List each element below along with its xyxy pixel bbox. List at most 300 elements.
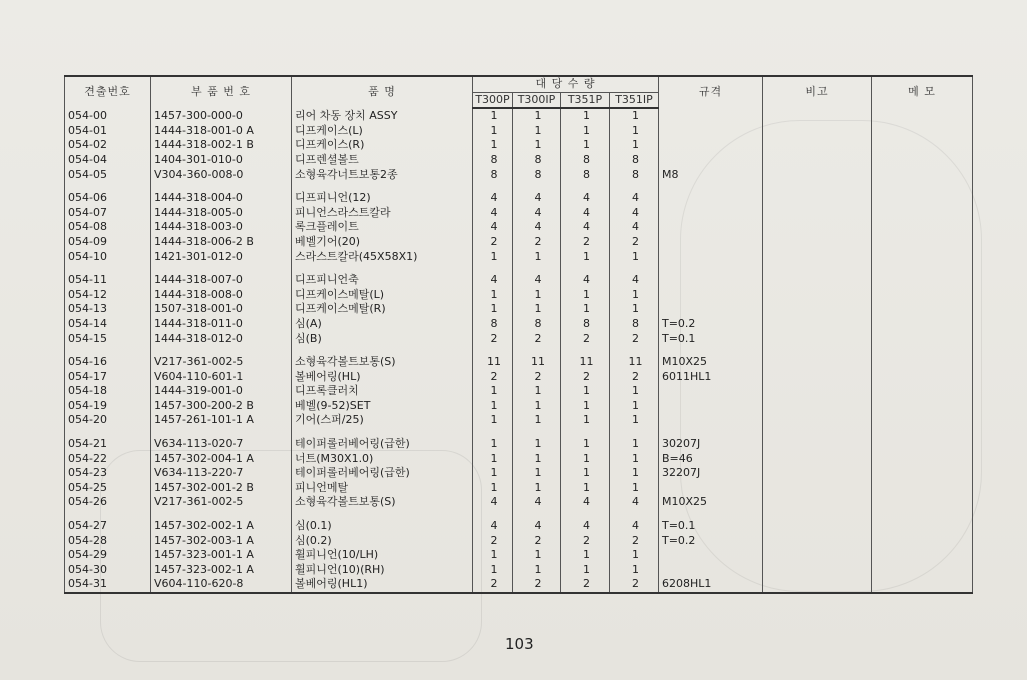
part-no-cell: 1421-301-012-0 — [151, 250, 292, 265]
ref-no-cell: 054-30 — [65, 563, 151, 578]
part-no-cell: 1457-300-000-0 — [151, 108, 292, 124]
part-name-cell: 피니언메탈 — [292, 481, 473, 496]
group-spacer — [65, 346, 973, 355]
ref-no-cell: 054-27 — [65, 519, 151, 534]
qty-t351ip-cell: 2 — [610, 370, 659, 385]
qty-t351ip-cell: 11 — [610, 355, 659, 370]
table-row — [65, 437, 973, 452]
qty-t300ip-cell: 1 — [513, 302, 561, 317]
qty-t300p-cell: 2 — [473, 577, 513, 593]
qty-t300ip-cell: 1 — [513, 399, 561, 414]
group-spacer — [65, 182, 973, 191]
memo-cell — [872, 452, 973, 467]
spec-cell: T=0.2 — [659, 317, 763, 332]
qty-t351p-cell: 1 — [561, 548, 610, 563]
qty-t300ip-cell: 2 — [513, 577, 561, 593]
part-no-cell: 1457-302-004-1 A — [151, 452, 292, 467]
qty-t351ip-cell: 2 — [610, 235, 659, 250]
ref-no-cell: 054-02 — [65, 138, 151, 153]
qty-t300p-cell: 1 — [473, 108, 513, 124]
qty-t300ip-cell: 1 — [513, 452, 561, 467]
memo-cell — [872, 563, 973, 578]
header-qty-group: 대 당 수 량 — [473, 76, 659, 92]
qty-t351p-cell: 1 — [561, 466, 610, 481]
spec-cell — [659, 220, 763, 235]
spec-cell — [659, 288, 763, 303]
remark-cell — [763, 138, 872, 153]
group-spacer — [65, 264, 973, 273]
remark-cell — [763, 273, 872, 288]
memo-cell — [872, 332, 973, 347]
qty-t351p-cell: 1 — [561, 250, 610, 265]
qty-t351ip-cell: 8 — [610, 317, 659, 332]
spec-cell — [659, 413, 763, 428]
remark-cell — [763, 466, 872, 481]
spec-cell: T=0.2 — [659, 534, 763, 549]
table-row — [65, 206, 973, 221]
part-name-cell: 베벨(9-52)SET — [292, 399, 473, 414]
qty-t351p-cell: 8 — [561, 168, 610, 183]
memo-cell — [872, 466, 973, 481]
ref-no-cell: 054-01 — [65, 124, 151, 139]
part-no-cell: 1444-318-006-2 B — [151, 235, 292, 250]
qty-t351ip-cell: 8 — [610, 168, 659, 183]
part-no-cell: 1507-318-001-0 — [151, 302, 292, 317]
qty-t300ip-cell: 2 — [513, 370, 561, 385]
part-no-cell: V217-361-002-5 — [151, 495, 292, 510]
qty-t351p-cell: 1 — [561, 481, 610, 496]
ref-no-cell: 054-17 — [65, 370, 151, 385]
part-no-cell: V634-113-020-7 — [151, 437, 292, 452]
remark-cell — [763, 548, 872, 563]
table-row — [65, 577, 973, 593]
qty-t351ip-cell: 4 — [610, 519, 659, 534]
ref-no-cell: 054-22 — [65, 452, 151, 467]
qty-t351ip-cell: 1 — [610, 548, 659, 563]
part-name-cell: 소형육각너트보통2종 — [292, 168, 473, 183]
part-name-cell: 디프케이스메탈(L) — [292, 288, 473, 303]
qty-t351ip-cell: 1 — [610, 108, 659, 124]
table-row — [65, 466, 973, 481]
memo-cell — [872, 288, 973, 303]
part-no-cell: 1444-318-012-0 — [151, 332, 292, 347]
remark-cell — [763, 220, 872, 235]
qty-t351p-cell: 2 — [561, 577, 610, 593]
qty-t300p-cell: 1 — [473, 138, 513, 153]
spec-cell — [659, 124, 763, 139]
memo-cell — [872, 235, 973, 250]
ref-no-cell: 054-15 — [65, 332, 151, 347]
qty-t300p-cell: 4 — [473, 206, 513, 221]
part-no-cell: 1444-318-004-0 — [151, 191, 292, 206]
header-model-t351ip: T351IP — [610, 92, 659, 108]
qty-t351ip-cell: 4 — [610, 206, 659, 221]
qty-t351ip-cell: 2 — [610, 577, 659, 593]
header-model-t351p: T351P — [561, 92, 610, 108]
header-memo: 메 모 — [872, 76, 973, 108]
qty-t351ip-cell: 4 — [610, 220, 659, 235]
remark-cell — [763, 495, 872, 510]
table-header — [65, 76, 973, 108]
qty-t351p-cell: 2 — [561, 370, 610, 385]
qty-t351ip-cell: 1 — [610, 399, 659, 414]
qty-t351ip-cell: 1 — [610, 250, 659, 265]
table-row — [65, 250, 973, 265]
memo-cell — [872, 413, 973, 428]
part-no-cell: 1457-261-101-1 A — [151, 413, 292, 428]
qty-t351ip-cell: 8 — [610, 153, 659, 168]
table-row — [65, 273, 973, 288]
qty-t351ip-cell: 1 — [610, 384, 659, 399]
memo-cell — [872, 138, 973, 153]
memo-cell — [872, 153, 973, 168]
table-row — [65, 220, 973, 235]
part-no-cell: 1404-301-010-0 — [151, 153, 292, 168]
part-name-cell: 디프록클러치 — [292, 384, 473, 399]
qty-t300ip-cell: 4 — [513, 273, 561, 288]
qty-t300p-cell: 1 — [473, 413, 513, 428]
part-name-cell: 소형육각볼트보통(S) — [292, 495, 473, 510]
ref-no-cell: 054-19 — [65, 399, 151, 414]
qty-t300p-cell: 1 — [473, 466, 513, 481]
qty-t300p-cell: 4 — [473, 273, 513, 288]
memo-cell — [872, 495, 973, 510]
ref-no-cell: 054-09 — [65, 235, 151, 250]
qty-t300ip-cell: 1 — [513, 466, 561, 481]
part-no-cell: 1444-318-005-0 — [151, 206, 292, 221]
part-name-cell: 디프케이스(R) — [292, 138, 473, 153]
memo-cell — [872, 108, 973, 124]
table-row — [65, 332, 973, 347]
part-no-cell: V217-361-002-5 — [151, 355, 292, 370]
spec-cell — [659, 563, 763, 578]
header-part-no: 부 품 번 호 — [151, 76, 292, 108]
table-row — [65, 138, 973, 153]
part-no-cell: V634-113-220-7 — [151, 466, 292, 481]
part-name-cell: 테이퍼롤러베어링(급한) — [292, 466, 473, 481]
remark-cell — [763, 370, 872, 385]
qty-t300ip-cell: 1 — [513, 384, 561, 399]
qty-t300ip-cell: 1 — [513, 563, 561, 578]
part-no-cell: 1444-318-002-1 B — [151, 138, 292, 153]
ref-no-cell: 054-26 — [65, 495, 151, 510]
part-no-cell: 1444-318-003-0 — [151, 220, 292, 235]
part-no-cell: 1457-323-001-1 A — [151, 548, 292, 563]
spec-cell: 6011HL1 — [659, 370, 763, 385]
qty-t351p-cell: 2 — [561, 235, 610, 250]
qty-t300p-cell: 2 — [473, 332, 513, 347]
table-row — [65, 168, 973, 183]
remark-cell — [763, 399, 872, 414]
ref-no-cell: 054-06 — [65, 191, 151, 206]
table-row — [65, 519, 973, 534]
qty-t300ip-cell: 8 — [513, 317, 561, 332]
remark-cell — [763, 355, 872, 370]
remark-cell — [763, 452, 872, 467]
memo-cell — [872, 548, 973, 563]
part-name-cell: 볼베어링(HL1) — [292, 577, 473, 593]
spec-cell — [659, 399, 763, 414]
qty-t300p-cell: 2 — [473, 534, 513, 549]
part-no-cell: 1444-318-007-0 — [151, 273, 292, 288]
qty-t300p-cell: 1 — [473, 250, 513, 265]
part-no-cell: V604-110-601-1 — [151, 370, 292, 385]
qty-t300p-cell: 1 — [473, 563, 513, 578]
spec-cell: 6208HL1 — [659, 577, 763, 593]
qty-t351p-cell: 1 — [561, 399, 610, 414]
remark-cell — [763, 124, 872, 139]
spec-cell — [659, 191, 763, 206]
table-row — [65, 384, 973, 399]
ref-no-cell: 054-05 — [65, 168, 151, 183]
memo-cell — [872, 481, 973, 496]
table-row — [65, 191, 973, 206]
ref-no-cell: 054-20 — [65, 413, 151, 428]
part-name-cell: 록크플레이트 — [292, 220, 473, 235]
qty-t351p-cell: 1 — [561, 413, 610, 428]
qty-t351ip-cell: 1 — [610, 288, 659, 303]
qty-t351p-cell: 8 — [561, 317, 610, 332]
group-spacer — [65, 510, 973, 519]
ref-no-cell: 054-21 — [65, 437, 151, 452]
memo-cell — [872, 577, 973, 593]
remark-cell — [763, 332, 872, 347]
ref-no-cell: 054-14 — [65, 317, 151, 332]
qty-t351ip-cell: 1 — [610, 563, 659, 578]
spec-cell: M8 — [659, 168, 763, 183]
qty-t351p-cell: 4 — [561, 206, 610, 221]
qty-t300ip-cell: 4 — [513, 206, 561, 221]
part-no-cell: 1444-318-001-0 A — [151, 124, 292, 139]
memo-cell — [872, 168, 973, 183]
part-name-cell: 디프렌셜볼트 — [292, 153, 473, 168]
table-row — [65, 302, 973, 317]
part-name-cell: 베벨기어(20) — [292, 235, 473, 250]
remark-cell — [763, 235, 872, 250]
qty-t300p-cell: 4 — [473, 519, 513, 534]
qty-t300p-cell: 1 — [473, 437, 513, 452]
qty-t300ip-cell: 1 — [513, 124, 561, 139]
qty-t300p-cell: 4 — [473, 191, 513, 206]
qty-t300p-cell: 1 — [473, 548, 513, 563]
part-name-cell: 심(B) — [292, 332, 473, 347]
qty-t300ip-cell: 8 — [513, 168, 561, 183]
spec-cell: T=0.1 — [659, 519, 763, 534]
qty-t351p-cell: 4 — [561, 495, 610, 510]
table-row — [65, 317, 973, 332]
qty-t300p-cell: 8 — [473, 317, 513, 332]
ref-no-cell: 054-00 — [65, 108, 151, 124]
page-number: 103 — [505, 635, 534, 653]
table-row — [65, 481, 973, 496]
memo-cell — [872, 191, 973, 206]
qty-t351p-cell: 1 — [561, 384, 610, 399]
qty-t300p-cell: 8 — [473, 153, 513, 168]
qty-t300ip-cell: 1 — [513, 481, 561, 496]
memo-cell — [872, 220, 973, 235]
qty-t300ip-cell: 4 — [513, 519, 561, 534]
spec-cell — [659, 138, 763, 153]
spec-cell: B=46 — [659, 452, 763, 467]
qty-t300ip-cell: 8 — [513, 153, 561, 168]
ref-no-cell: 054-23 — [65, 466, 151, 481]
qty-t351p-cell: 1 — [561, 437, 610, 452]
remark-cell — [763, 168, 872, 183]
qty-t300p-cell: 2 — [473, 370, 513, 385]
part-name-cell: 디프케이스(L) — [292, 124, 473, 139]
qty-t351p-cell: 1 — [561, 138, 610, 153]
part-name-cell: 소형육각볼트보통(S) — [292, 355, 473, 370]
qty-t351p-cell: 2 — [561, 332, 610, 347]
ref-no-cell: 054-04 — [65, 153, 151, 168]
table-row — [65, 370, 973, 385]
qty-t300ip-cell: 1 — [513, 548, 561, 563]
qty-t351ip-cell: 1 — [610, 481, 659, 496]
header-remark: 비고 — [763, 76, 872, 108]
qty-t300p-cell: 1 — [473, 452, 513, 467]
qty-t351p-cell: 1 — [561, 108, 610, 124]
qty-t351p-cell: 11 — [561, 355, 610, 370]
remark-cell — [763, 519, 872, 534]
qty-t300ip-cell: 4 — [513, 191, 561, 206]
table-row — [65, 563, 973, 578]
qty-t351ip-cell: 4 — [610, 273, 659, 288]
memo-cell — [872, 384, 973, 399]
table-row — [65, 399, 973, 414]
spec-cell — [659, 273, 763, 288]
qty-t351p-cell: 1 — [561, 302, 610, 317]
qty-t300ip-cell: 4 — [513, 220, 561, 235]
table-row — [65, 153, 973, 168]
spec-cell — [659, 206, 763, 221]
memo-cell — [872, 302, 973, 317]
spec-cell: 30207J — [659, 437, 763, 452]
table-body — [65, 108, 973, 593]
table-row — [65, 108, 973, 124]
memo-cell — [872, 534, 973, 549]
qty-t351p-cell: 8 — [561, 153, 610, 168]
spec-cell — [659, 302, 763, 317]
table-row — [65, 235, 973, 250]
qty-t351p-cell: 2 — [561, 534, 610, 549]
qty-t351ip-cell: 1 — [610, 124, 659, 139]
memo-cell — [872, 355, 973, 370]
memo-cell — [872, 437, 973, 452]
qty-t300ip-cell: 4 — [513, 495, 561, 510]
remark-cell — [763, 288, 872, 303]
header-ref-no: 견출번호 — [65, 76, 151, 108]
part-name-cell: 볼베어링(HL) — [292, 370, 473, 385]
qty-t300p-cell: 4 — [473, 495, 513, 510]
part-name-cell: 디프피니언(12) — [292, 191, 473, 206]
part-no-cell: 1457-302-003-1 A — [151, 534, 292, 549]
spec-cell — [659, 250, 763, 265]
memo-cell — [872, 273, 973, 288]
qty-t300p-cell: 1 — [473, 481, 513, 496]
qty-t300p-cell: 1 — [473, 288, 513, 303]
group-spacer — [65, 428, 973, 437]
qty-t300ip-cell: 1 — [513, 437, 561, 452]
part-name-cell: 디프케이스메탈(R) — [292, 302, 473, 317]
qty-t351p-cell: 4 — [561, 191, 610, 206]
memo-cell — [872, 317, 973, 332]
memo-cell — [872, 519, 973, 534]
ref-no-cell: 054-31 — [65, 577, 151, 593]
qty-t300ip-cell: 11 — [513, 355, 561, 370]
qty-t300ip-cell: 1 — [513, 108, 561, 124]
spec-cell — [659, 108, 763, 124]
part-name-cell: 심(A) — [292, 317, 473, 332]
part-name-cell: 휠피니언(10)(RH) — [292, 563, 473, 578]
qty-t300p-cell: 1 — [473, 302, 513, 317]
part-no-cell: 1444-319-001-0 — [151, 384, 292, 399]
part-no-cell: 1444-318-008-0 — [151, 288, 292, 303]
ref-no-cell: 054-08 — [65, 220, 151, 235]
part-name-cell: 심(0.2) — [292, 534, 473, 549]
table-row — [65, 548, 973, 563]
remark-cell — [763, 153, 872, 168]
parts-table — [64, 75, 973, 594]
remark-cell — [763, 206, 872, 221]
remark-cell — [763, 384, 872, 399]
remark-cell — [763, 437, 872, 452]
remark-cell — [763, 563, 872, 578]
qty-t351p-cell: 4 — [561, 273, 610, 288]
part-name-cell: 스라스트칼라(45X58X1) — [292, 250, 473, 265]
qty-t300ip-cell: 1 — [513, 138, 561, 153]
qty-t351ip-cell: 4 — [610, 191, 659, 206]
qty-t351ip-cell: 1 — [610, 302, 659, 317]
ref-no-cell: 054-16 — [65, 355, 151, 370]
part-no-cell: V304-360-008-0 — [151, 168, 292, 183]
ref-no-cell: 054-28 — [65, 534, 151, 549]
memo-cell — [872, 206, 973, 221]
part-no-cell: 1444-318-011-0 — [151, 317, 292, 332]
qty-t300ip-cell: 2 — [513, 332, 561, 347]
qty-t300p-cell: 8 — [473, 168, 513, 183]
qty-t351p-cell: 1 — [561, 563, 610, 578]
qty-t351ip-cell: 4 — [610, 495, 659, 510]
memo-cell — [872, 124, 973, 139]
ref-no-cell: 054-07 — [65, 206, 151, 221]
qty-t351ip-cell: 1 — [610, 138, 659, 153]
qty-t351p-cell: 1 — [561, 124, 610, 139]
qty-t300ip-cell: 1 — [513, 413, 561, 428]
ref-no-cell: 054-29 — [65, 548, 151, 563]
table-row — [65, 288, 973, 303]
part-name-cell: 휠피니언(10/LH) — [292, 548, 473, 563]
part-no-cell: 1457-302-001-2 B — [151, 481, 292, 496]
remark-cell — [763, 191, 872, 206]
spec-cell — [659, 481, 763, 496]
ref-no-cell: 054-12 — [65, 288, 151, 303]
table-row — [65, 534, 973, 549]
part-no-cell: 1457-300-200-2 B — [151, 399, 292, 414]
header-spec: 규격 — [659, 76, 763, 108]
ref-no-cell: 054-18 — [65, 384, 151, 399]
qty-t351p-cell: 4 — [561, 519, 610, 534]
qty-t300p-cell: 1 — [473, 384, 513, 399]
part-name-cell: 테이퍼롤러베어링(급한) — [292, 437, 473, 452]
remark-cell — [763, 577, 872, 593]
remark-cell — [763, 108, 872, 124]
qty-t351p-cell: 4 — [561, 220, 610, 235]
spec-cell: T=0.1 — [659, 332, 763, 347]
spec-cell — [659, 548, 763, 563]
spec-cell — [659, 153, 763, 168]
remark-cell — [763, 302, 872, 317]
spec-cell — [659, 384, 763, 399]
